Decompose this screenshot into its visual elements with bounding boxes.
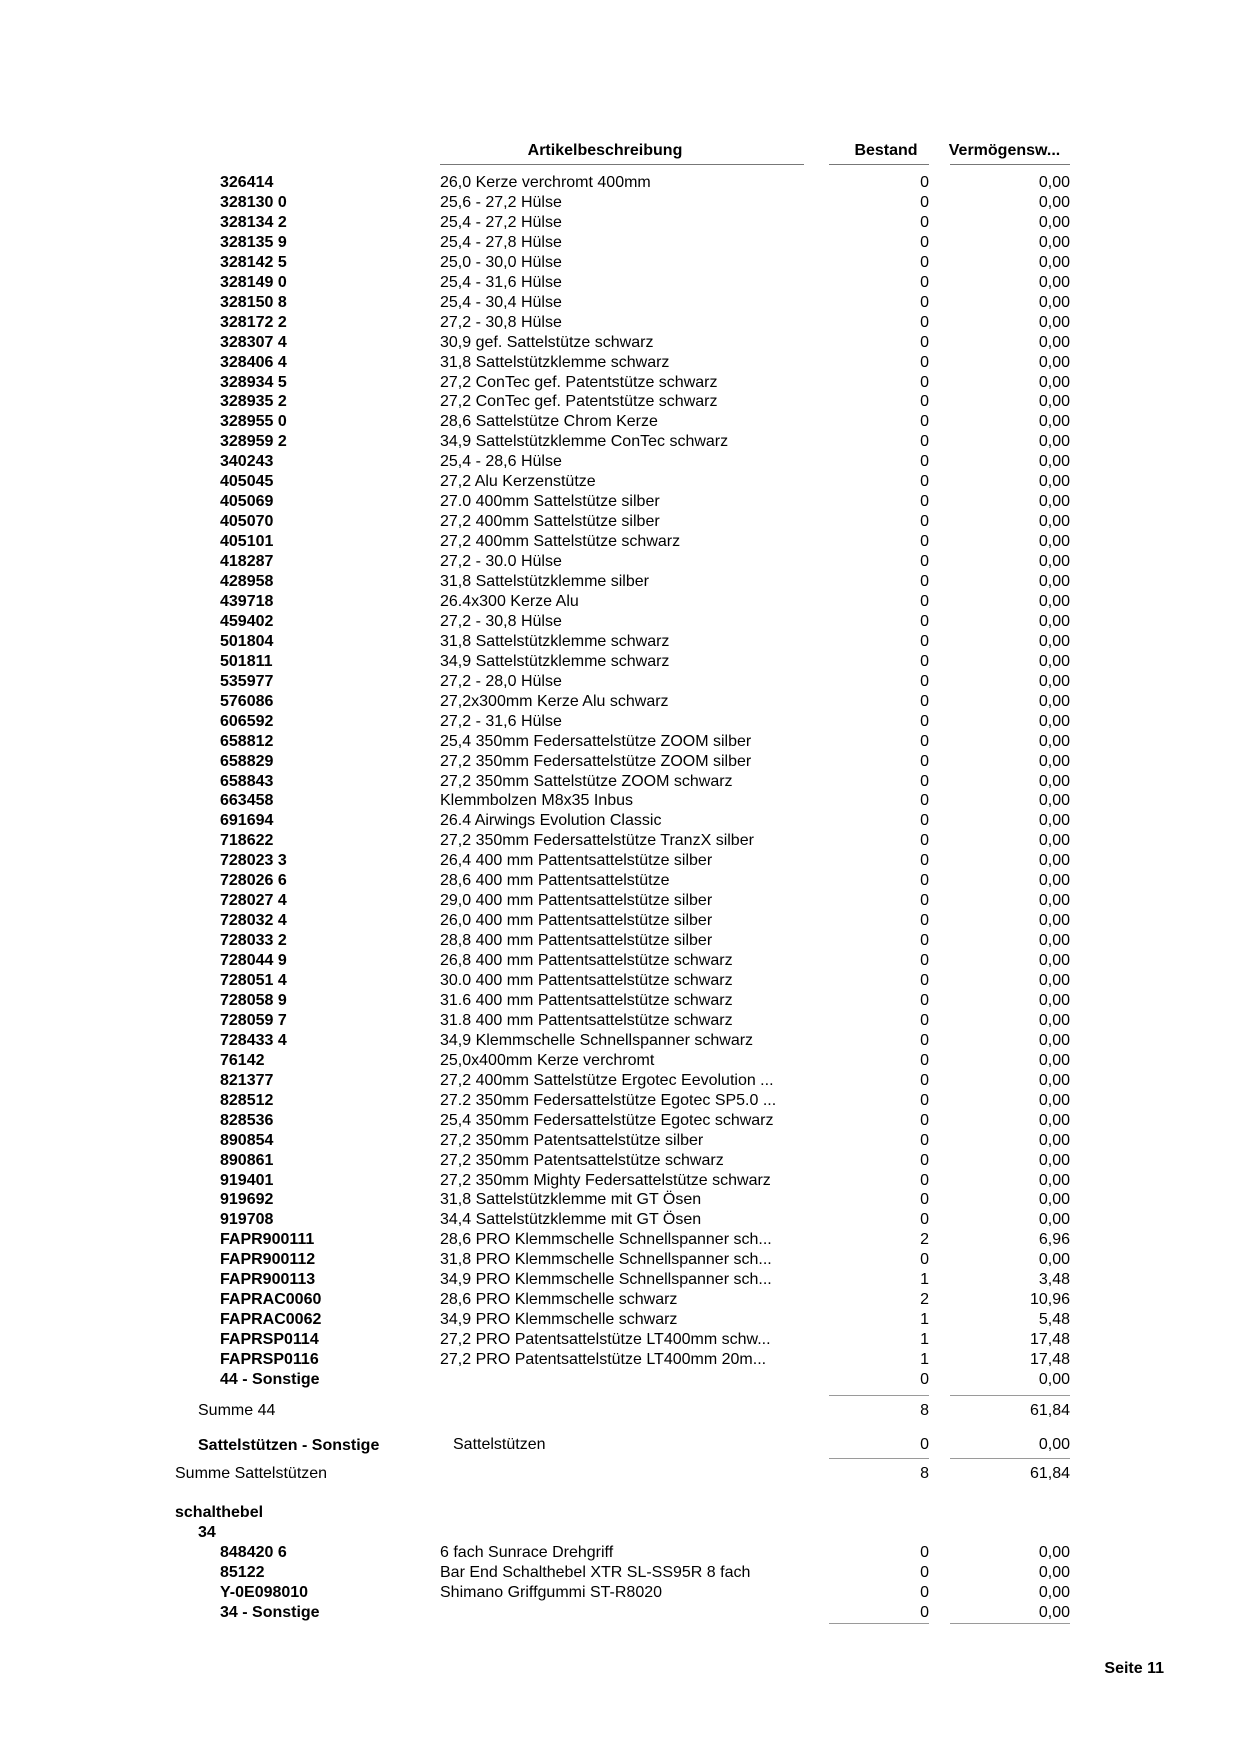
article-value: 0,00 [1038, 293, 1070, 311]
article-code: 728033 2 [220, 932, 287, 950]
article-value: 0,00 [1038, 333, 1070, 351]
article-stock: 0 [920, 1031, 929, 1049]
article-description: 27,2 - 30,8 Hülse [440, 612, 562, 630]
subgroup-title: 34 [198, 1524, 216, 1541]
article-description: 25,4 350mm Federsattelstütze ZOOM silber [440, 732, 752, 750]
article-description: 30.0 400 mm Pattentsattelstütze schwarz [440, 972, 733, 989]
sum-sattel-stock: 8 [920, 1465, 929, 1482]
article-value: 0,00 [1038, 174, 1070, 191]
article-code: 728051 4 [220, 972, 287, 989]
article-stock: 0 [920, 872, 929, 890]
article-stock: 0 [920, 353, 929, 371]
article-code: 328307 4 [220, 333, 287, 351]
article-description: 27,2 ConTec gef. Patentstütze schwarz [440, 373, 718, 391]
article-description: 27,2 - 30,8 Hülse [440, 313, 562, 331]
article-code: 44 - Sonstige [220, 1371, 320, 1388]
article-description: 28,6 PRO Klemmschelle Schnellspanner sch... [440, 1231, 772, 1249]
sum-sattel-rule-stock [829, 1458, 929, 1459]
article-code: 428958 [220, 573, 274, 590]
article-code: 405070 [220, 513, 274, 531]
article-stock: 0 [920, 1211, 929, 1229]
article-stock: 2 [920, 1291, 929, 1309]
article-description: 27,2 PRO Patentsattelstütze LT400mm 20m... [440, 1351, 767, 1369]
article-stock: 0 [920, 1091, 929, 1109]
article-code: 890854 [220, 1131, 274, 1149]
article-code: 340243 [220, 453, 274, 471]
article-value: 0,00 [1038, 233, 1070, 251]
article-description: 27,2 350mm Mighty Federsattelstütze schwarz [440, 1171, 771, 1189]
article-code: 34 - Sonstige [220, 1603, 320, 1621]
article-code: 728059 7 [220, 1011, 287, 1029]
article-value: 3,48 [1038, 1271, 1070, 1289]
article-stock: 0 [920, 1111, 929, 1129]
article-code: 459402 [220, 612, 274, 630]
article-stock: 1 [920, 1311, 929, 1329]
article-code: 405045 [220, 473, 274, 491]
article-stock: 0 [920, 752, 929, 770]
article-description: 26,4 400 mm Pattentsattelstütze silber [440, 852, 713, 870]
article-stock: 1 [920, 1331, 929, 1349]
sum44-label: Summe 44 [198, 1402, 276, 1419]
sum44-rule-value [950, 1395, 1070, 1396]
article-description: 25,4 - 27,8 Hülse [440, 233, 562, 251]
article-stock: 0 [920, 333, 929, 351]
article-value: 0,00 [1038, 1583, 1070, 1601]
article-stock: 0 [920, 912, 929, 930]
article-code: 718622 [220, 832, 274, 850]
article-stock: 0 [920, 812, 929, 830]
article-stock: 0 [920, 852, 929, 870]
article-value: 0,00 [1038, 1051, 1070, 1069]
article-description: 27,2x300mm Kerze Alu schwarz [440, 692, 669, 710]
article-description: 25,4 - 30,4 Hülse [440, 293, 562, 311]
article-code: 326414 [220, 174, 274, 191]
article-stock: 0 [920, 1071, 929, 1089]
article-stock: 0 [920, 573, 929, 590]
article-stock: 0 [920, 1051, 929, 1069]
article-stock: 0 [920, 1583, 929, 1601]
article-code: 405101 [220, 533, 274, 551]
article-value: 0,00 [1038, 1371, 1070, 1388]
article-stock: 0 [920, 991, 929, 1009]
article-code: 728027 4 [220, 892, 287, 910]
article-value: 0,00 [1038, 1544, 1070, 1561]
article-value: 0,00 [1038, 712, 1070, 730]
article-stock: 0 [920, 493, 929, 511]
article-description: 31.8 400 mm Pattentsattelstütze schwarz [440, 1011, 733, 1029]
article-description: 27.2 350mm Federsattelstütze Egotec SP5.0 ... [440, 1091, 777, 1109]
article-value: 0,00 [1038, 1171, 1070, 1189]
article-description: 31,8 Sattelstützklemme schwarz [440, 353, 670, 371]
article-description: 31,8 PRO Klemmschelle Schnellspanner sch... [440, 1251, 772, 1269]
article-stock: 0 [920, 972, 929, 989]
article-stock: 0 [920, 1011, 929, 1029]
article-stock: 0 [920, 892, 929, 910]
article-stock: 0 [920, 932, 929, 950]
article-stock: 0 [920, 1603, 929, 1621]
article-code: 828536 [220, 1111, 274, 1129]
article-description: 27,2 PRO Patentsattelstütze LT400mm schw... [440, 1331, 771, 1349]
article-value: 0,00 [1038, 812, 1070, 830]
header-rule-description [440, 164, 804, 165]
article-code: 728433 4 [220, 1031, 287, 1049]
article-description: 34,9 PRO Klemmschelle schwarz [440, 1311, 678, 1329]
article-value: 0,00 [1038, 213, 1070, 231]
article-description: 26.4 Airwings Evolution Classic [440, 812, 662, 830]
article-stock: 0 [920, 174, 929, 191]
article-code: 328135 9 [220, 233, 287, 251]
article-description: 6 fach Sunrace Drehgriff [440, 1544, 614, 1561]
article-value: 0,00 [1038, 1563, 1070, 1581]
article-stock: 0 [920, 592, 929, 610]
article-code: 663458 [220, 792, 274, 810]
article-description: 31,8 Sattelstützklemme mit GT Ösen [440, 1191, 702, 1209]
article-code: 658812 [220, 732, 274, 750]
article-value: 0,00 [1038, 652, 1070, 670]
article-code: 728058 9 [220, 991, 287, 1009]
article-value: 0,00 [1038, 752, 1070, 770]
article-value: 0,00 [1038, 513, 1070, 531]
article-value: 0,00 [1038, 313, 1070, 331]
article-value: 0,00 [1038, 353, 1070, 371]
article-stock: 0 [920, 393, 929, 411]
article-description: 30,9 gef. Sattelstütze schwarz [440, 333, 654, 351]
article-stock: 0 [920, 672, 929, 690]
sum44-stock: 8 [920, 1402, 929, 1419]
article-code: 848420 6 [220, 1544, 287, 1561]
article-description: 25,4 - 27,2 Hülse [440, 213, 562, 231]
article-stock: 0 [920, 1563, 929, 1581]
article-code: 728032 4 [220, 912, 287, 930]
article-stock: 0 [920, 273, 929, 291]
article-value: 0,00 [1038, 1211, 1070, 1229]
article-description: 27,2 400mm Sattelstütze silber [440, 513, 660, 531]
article-code: Y-0E098010 [220, 1583, 309, 1601]
article-description: Bar End Schalthebel XTR SL-SS95R 8 fach [440, 1563, 751, 1581]
article-code: 535977 [220, 672, 274, 690]
article-description: 27.0 400mm Sattelstütze silber [440, 493, 660, 511]
article-value: 0,00 [1038, 852, 1070, 870]
article-stock: 0 [920, 193, 929, 211]
end-rule-stock [829, 1623, 929, 1624]
article-stock: 0 [920, 413, 929, 431]
article-code: 328149 0 [220, 273, 287, 291]
article-value: 0,00 [1038, 373, 1070, 391]
article-code: 658829 [220, 752, 274, 770]
article-description: 27,2 350mm Sattelstütze ZOOM schwarz [440, 772, 733, 790]
group-title: schalthebel [175, 1504, 264, 1521]
article-stock: 0 [920, 952, 929, 970]
article-description: 27,2 400mm Sattelstütze Ergotec Eevolution ... [440, 1071, 774, 1089]
article-stock: 0 [920, 1544, 929, 1561]
article-value: 0,00 [1038, 1071, 1070, 1089]
article-description: 34,9 Sattelstützklemme ConTec schwarz [440, 433, 729, 451]
article-code: 328130 0 [220, 193, 287, 211]
sum-sattel-label: Summe Sattelstützen [175, 1465, 328, 1482]
article-description: 26,0 400 mm Pattentsattelstütze silber [440, 912, 713, 930]
article-code: 576086 [220, 692, 274, 710]
sattel-sonstige-stock: 0 [920, 1436, 929, 1453]
article-code: 691694 [220, 812, 274, 830]
article-description: 27,2 350mm Federsattelstütze TranzX silber [440, 832, 754, 850]
article-code: 328172 2 [220, 313, 287, 331]
article-code: 828512 [220, 1091, 274, 1109]
article-value: 0,00 [1038, 672, 1070, 690]
article-value: 0,00 [1038, 792, 1070, 810]
article-code: 76142 [220, 1051, 265, 1069]
article-code: FAPR900111 [220, 1231, 315, 1249]
article-code: FAPRAC0060 [220, 1291, 322, 1309]
article-stock: 0 [920, 513, 929, 531]
article-code: 501804 [220, 632, 274, 650]
article-value: 0,00 [1038, 632, 1070, 650]
article-description: 28,6 PRO Klemmschelle schwarz [440, 1291, 678, 1309]
article-code: 328142 5 [220, 253, 287, 271]
article-description: 27,2 350mm Patentsattelstütze silber [440, 1131, 704, 1149]
article-value: 17,48 [1029, 1351, 1070, 1369]
article-value: 0,00 [1038, 772, 1070, 790]
article-description: 28,6 Sattelstütze Chrom Kerze [440, 413, 658, 431]
article-value: 0,00 [1038, 413, 1070, 431]
article-value: 0,00 [1038, 273, 1070, 291]
sum44-value: 61,84 [1029, 1402, 1070, 1419]
article-value: 0,00 [1038, 612, 1070, 630]
article-value: 0,00 [1038, 1131, 1070, 1149]
article-stock: 0 [920, 373, 929, 391]
article-description: 27,2 350mm Patentsattelstütze schwarz [440, 1151, 724, 1169]
article-code: 919708 [220, 1211, 274, 1229]
article-description: 25,0 - 30,0 Hülse [440, 253, 562, 271]
article-value: 0,00 [1038, 433, 1070, 451]
article-code: 919692 [220, 1191, 274, 1209]
article-value: 0,00 [1038, 991, 1070, 1009]
article-value: 0,00 [1038, 972, 1070, 989]
article-description: 26.4x300 Kerze Alu [440, 592, 579, 610]
column-header-stock: Bestand [854, 142, 918, 159]
article-stock: 1 [920, 1351, 929, 1369]
article-stock: 0 [920, 293, 929, 311]
article-code: FAPRSP0116 [220, 1351, 319, 1369]
article-value: 0,00 [1038, 393, 1070, 411]
article-code: 85122 [220, 1563, 265, 1581]
article-code: 439718 [220, 592, 274, 610]
article-value: 0,00 [1038, 193, 1070, 211]
article-code: 658843 [220, 772, 274, 790]
article-code: 328134 2 [220, 213, 287, 231]
article-value: 0,00 [1038, 932, 1070, 950]
article-description: 31,8 Sattelstützklemme silber [440, 573, 649, 590]
article-description: 27,2 400mm Sattelstütze schwarz [440, 533, 681, 551]
article-value: 0,00 [1038, 872, 1070, 890]
article-value: 0,00 [1038, 912, 1070, 930]
article-value: 0,00 [1038, 592, 1070, 610]
article-value: 0,00 [1038, 1111, 1070, 1129]
article-stock: 0 [920, 712, 929, 730]
article-stock: 0 [920, 253, 929, 271]
article-description: 34,4 Sattelstützklemme mit GT Ösen [440, 1211, 702, 1229]
article-code: 919401 [220, 1171, 274, 1189]
article-description: 25,6 - 27,2 Hülse [440, 193, 562, 211]
article-value: 0,00 [1038, 832, 1070, 850]
article-stock: 0 [920, 1171, 929, 1189]
article-stock: 0 [920, 1371, 929, 1388]
article-stock: 0 [920, 612, 929, 630]
article-stock: 0 [920, 1191, 929, 1209]
end-rule-value [950, 1623, 1070, 1624]
article-value: 0,00 [1038, 1191, 1070, 1209]
article-value: 0,00 [1038, 253, 1070, 271]
article-value: 0,00 [1038, 952, 1070, 970]
article-value: 0,00 [1038, 1151, 1070, 1169]
article-value: 10,96 [1029, 1291, 1070, 1309]
sattel-sonstige-value: 0,00 [1038, 1436, 1070, 1453]
article-value: 0,00 [1038, 573, 1070, 590]
article-stock: 0 [920, 433, 929, 451]
article-description: 31.6 400 mm Pattentsattelstütze schwarz [440, 991, 733, 1009]
article-value: 17,48 [1029, 1331, 1070, 1349]
article-stock: 0 [920, 313, 929, 331]
article-code: FAPRAC0062 [220, 1311, 322, 1329]
article-stock: 0 [920, 632, 929, 650]
article-description: 25,0x400mm Kerze verchromt [440, 1051, 655, 1069]
article-code: 328150 8 [220, 293, 287, 311]
article-code: 328935 2 [220, 393, 287, 411]
article-value: 0,00 [1038, 533, 1070, 551]
article-description: 34,9 PRO Klemmschelle Schnellspanner sch... [440, 1271, 772, 1289]
article-stock: 0 [920, 792, 929, 810]
sattel-sonstige-label: Sattelstützen - Sonstige [198, 1437, 380, 1454]
article-value: 6,96 [1038, 1231, 1070, 1249]
article-code: FAPRSP0114 [220, 1331, 319, 1349]
article-stock: 2 [920, 1231, 929, 1249]
article-value: 0,00 [1038, 493, 1070, 511]
article-value: 5,48 [1038, 1311, 1070, 1329]
sum-sattel-value: 61,84 [1029, 1465, 1070, 1482]
article-description: 25,4 - 31,6 Hülse [440, 273, 562, 291]
article-description: 27,2 Alu Kerzenstütze [440, 473, 596, 491]
article-stock: 0 [920, 533, 929, 551]
article-code: 405069 [220, 493, 274, 511]
sum-sattel-rule-value [950, 1458, 1070, 1459]
header-rule-stock [829, 164, 929, 165]
article-code: FAPR900112 [220, 1251, 316, 1269]
article-stock: 0 [920, 453, 929, 471]
article-code: 728044 9 [220, 952, 287, 970]
article-value: 0,00 [1038, 692, 1070, 710]
article-description: 29,0 400 mm Pattentsattelstütze silber [440, 892, 713, 910]
article-value: 0,00 [1038, 732, 1070, 750]
article-code: 328955 0 [220, 413, 287, 431]
column-header-value: Vermögensw... [948, 142, 1061, 159]
article-code: 418287 [220, 553, 274, 571]
article-code: 328934 5 [220, 373, 287, 391]
article-stock: 0 [920, 233, 929, 251]
article-value: 0,00 [1038, 1091, 1070, 1109]
page-number: Seite 11 [1104, 1660, 1164, 1677]
article-code: 728023 3 [220, 852, 287, 870]
article-description: 28,8 400 mm Pattentsattelstütze silber [440, 932, 713, 950]
article-stock: 0 [920, 1251, 929, 1269]
article-code: 606592 [220, 712, 274, 730]
article-description: 26,0 Kerze verchromt 400mm [440, 174, 651, 191]
article-description: 25,4 - 28,6 Hülse [440, 453, 562, 471]
article-code: 328959 2 [220, 433, 287, 451]
article-description: 34,9 Klemmschelle Schnellspanner schwarz [440, 1031, 754, 1049]
article-code: 890861 [220, 1151, 274, 1169]
article-stock: 0 [920, 473, 929, 491]
header-rule-value [950, 164, 1070, 165]
sattel-sonstige-desc: Sattelstützen [453, 1436, 546, 1453]
article-code: 821377 [220, 1071, 274, 1089]
article-description: 28,6 400 mm Pattentsattelstütze [440, 872, 670, 890]
article-code: 328406 4 [220, 353, 287, 371]
article-stock: 0 [920, 832, 929, 850]
article-value: 0,00 [1038, 1603, 1070, 1621]
column-header-description: Artikelbeschreibung [527, 142, 683, 159]
article-stock: 0 [920, 553, 929, 571]
article-value: 0,00 [1038, 1251, 1070, 1269]
article-description: 25,4 350mm Federsattelstütze Egotec schwarz [440, 1111, 774, 1129]
article-code: FAPR900113 [220, 1271, 316, 1289]
article-value: 0,00 [1038, 1031, 1070, 1049]
article-value: 0,00 [1038, 473, 1070, 491]
article-stock: 0 [920, 732, 929, 750]
article-stock: 0 [920, 1131, 929, 1149]
article-value: 0,00 [1038, 1011, 1070, 1029]
article-description: 27,2 - 31,6 Hülse [440, 712, 562, 730]
article-description: 27,2 - 28,0 Hülse [440, 672, 562, 690]
article-stock: 0 [920, 772, 929, 790]
article-stock: 0 [920, 652, 929, 670]
article-value: 0,00 [1038, 892, 1070, 910]
article-stock: 0 [920, 1151, 929, 1169]
article-code: 501811 [220, 652, 273, 670]
article-code: 728026 6 [220, 872, 287, 890]
article-description: 26,8 400 mm Pattentsattelstütze schwarz [440, 952, 733, 970]
article-description: 27,2 ConTec gef. Patentstütze schwarz [440, 393, 718, 411]
article-description: 27,2 350mm Federsattelstütze ZOOM silber [440, 752, 752, 770]
article-description: Shimano Griffgummi ST-R8020 [440, 1583, 663, 1601]
article-description: 27,2 - 30.0 Hülse [440, 553, 562, 571]
article-value: 0,00 [1038, 553, 1070, 571]
article-stock: 1 [920, 1271, 929, 1289]
sum44-rule-stock [829, 1395, 929, 1396]
article-description: Klemmbolzen M8x35 Inbus [440, 792, 633, 810]
article-value: 0,00 [1038, 453, 1070, 471]
article-description: 31,8 Sattelstützklemme schwarz [440, 632, 670, 650]
article-stock: 0 [920, 213, 929, 231]
article-stock: 0 [920, 692, 929, 710]
article-description: 34,9 Sattelstützklemme schwarz [440, 652, 670, 670]
